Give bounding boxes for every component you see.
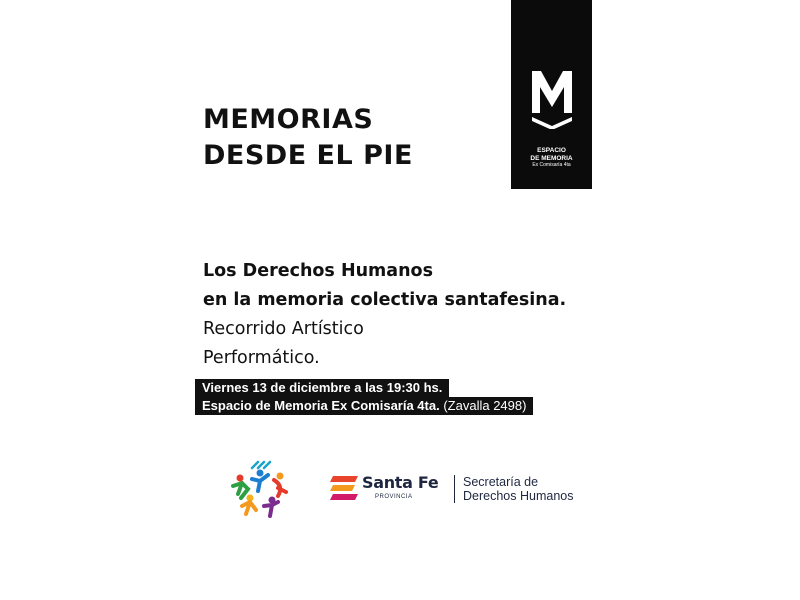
description-line-1: Los Derechos Humanos bbox=[203, 261, 433, 281]
description-line-2: en la memoria colectiva santafesina. bbox=[203, 290, 567, 310]
description-line-3: Recorrido Artístico bbox=[203, 319, 364, 339]
secretaria-label bbox=[463, 475, 573, 503]
event-venue: Espacio de Memoria Ex Comisaría 4ta. (Zavalla 2498) bbox=[195, 397, 533, 415]
colorful-dancers-logo-icon bbox=[228, 458, 290, 520]
badge-subtitle: Ex Comisaría 4ta bbox=[532, 162, 571, 168]
event-address: (Zavalla 2498) bbox=[443, 398, 527, 413]
secretaria-line-1: Secretaría de bbox=[463, 475, 539, 489]
poster-title bbox=[203, 102, 413, 174]
espacio-memoria-badge bbox=[511, 0, 592, 189]
description-line-4: Performático. bbox=[203, 348, 320, 368]
badge-title: ESPACIO DE MEMORIA bbox=[530, 147, 573, 162]
secretaria-line-2: Derechos Humanos bbox=[463, 489, 574, 503]
event-description bbox=[203, 257, 566, 373]
santa-fe-provincia: PROVINCIA bbox=[375, 494, 413, 500]
memoria-m-logo-icon bbox=[530, 69, 574, 129]
title-line-1: MEMORIAS bbox=[203, 104, 374, 135]
event-date: Viernes 13 de diciembre a las 19:30 hs. bbox=[195, 379, 449, 397]
santa-fe-flag-icon bbox=[329, 475, 359, 501]
title-line-2: DESDE EL PIE bbox=[203, 140, 413, 171]
event-details bbox=[195, 379, 575, 415]
logo-divider bbox=[454, 475, 455, 503]
santa-fe-name: Santa Fe bbox=[362, 473, 439, 492]
